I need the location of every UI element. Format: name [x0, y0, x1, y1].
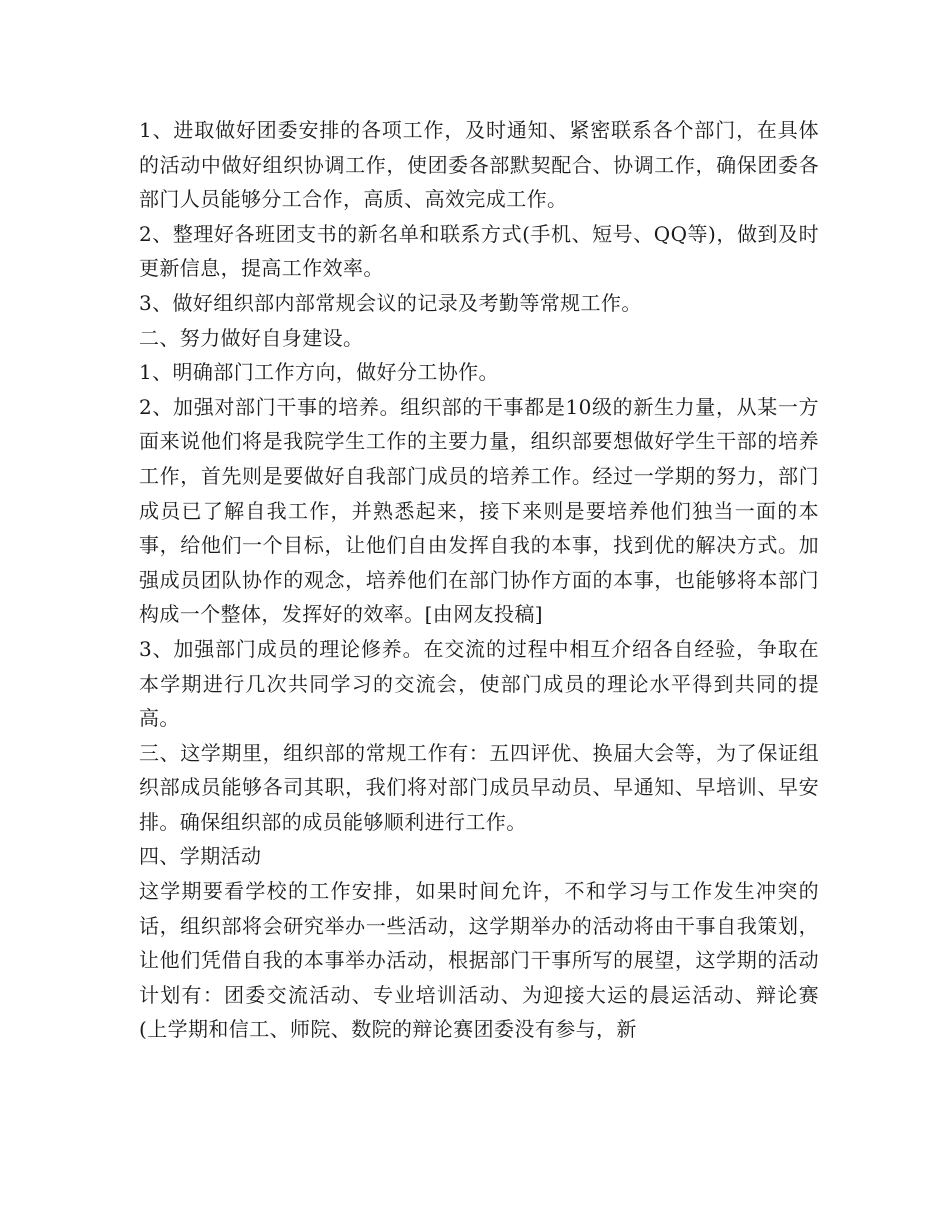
- paragraph-self-1: 1、明确部门工作方向，做好分工协作。: [139, 360, 499, 385]
- paragraph-self-3: 3、加强部门成员的理论修养。在交流的过程中相互介绍各自经验，争取在本学期进行几次共同学习的交流会，使部门成员的理论水平得到共同的提高。: [139, 636, 819, 731]
- section-heading-4: 四、学期活动: [139, 844, 262, 869]
- section-paragraph-3: 三、这学期里，组织部的常规工作有：五四评优、换届大会等，为了保证组织部成员能够各司其职，我们将对部门成员早动员、早通知、早培训、早安排。确保组织部的成员能够顺利进行工作。: [139, 740, 819, 834]
- section-heading-2: 二、努力做好自身建设。: [139, 325, 364, 350]
- paragraph-task-1: 1、进取做好团委安排的各项工作，及时通知、紧密联系各个部门，在具体的活动中做好组织协调工作，使团委各部默契配合、协调工作，确保团委各部门人员能够分工合作，高质、高效完成工作。: [139, 118, 819, 212]
- paragraph-task-2: 2、整理好各班团支书的新名单和联系方式(手机、短号、QQ等)，做到及时更新信息，提高工作效率。: [139, 221, 819, 281]
- paragraph-activities: 这学期要看学校的工作安排，如果时间允许，不和学习与工作发生冲突的话，组织部将会研究举办一些活动，这学期举办的活动将由干事自我策划，让他们凭借自我的本事举办活动，根据部门干事所写的展望，这学期的活动计划有：团委交流活动、专业培训活动、为迎接大运的晨运活动、辩论赛(上学期和信工、师院、数院的辩论赛团委没有参与，新: [139, 879, 819, 1042]
- document-body: [139, 113, 819, 1047]
- paragraph-task-3: 3、做好组织部内部常规会议的记录及考勤等常规工作。: [139, 290, 642, 315]
- paragraph-self-2: 2、加强对部门干事的培养。组织部的干事都是10级的新生力量，从某一方面来说他们将是我院学生工作的主要力量，组织部要想做好学生干部的培养工作，首先则是要做好自我部门成员的培养工作。经过一学期的努力，部门成员已了解自我工作，并熟悉起来，接下来则是要培养他们独当一面的本事，给他们一个目标，让他们自由发挥自我的本事，找到优的解决方式。加强成员团队协作的观念，培养他们在部门协作方面的本事，也能够将本部门构成一个整体，发挥好的效率。[由网友投稿]: [139, 394, 819, 627]
